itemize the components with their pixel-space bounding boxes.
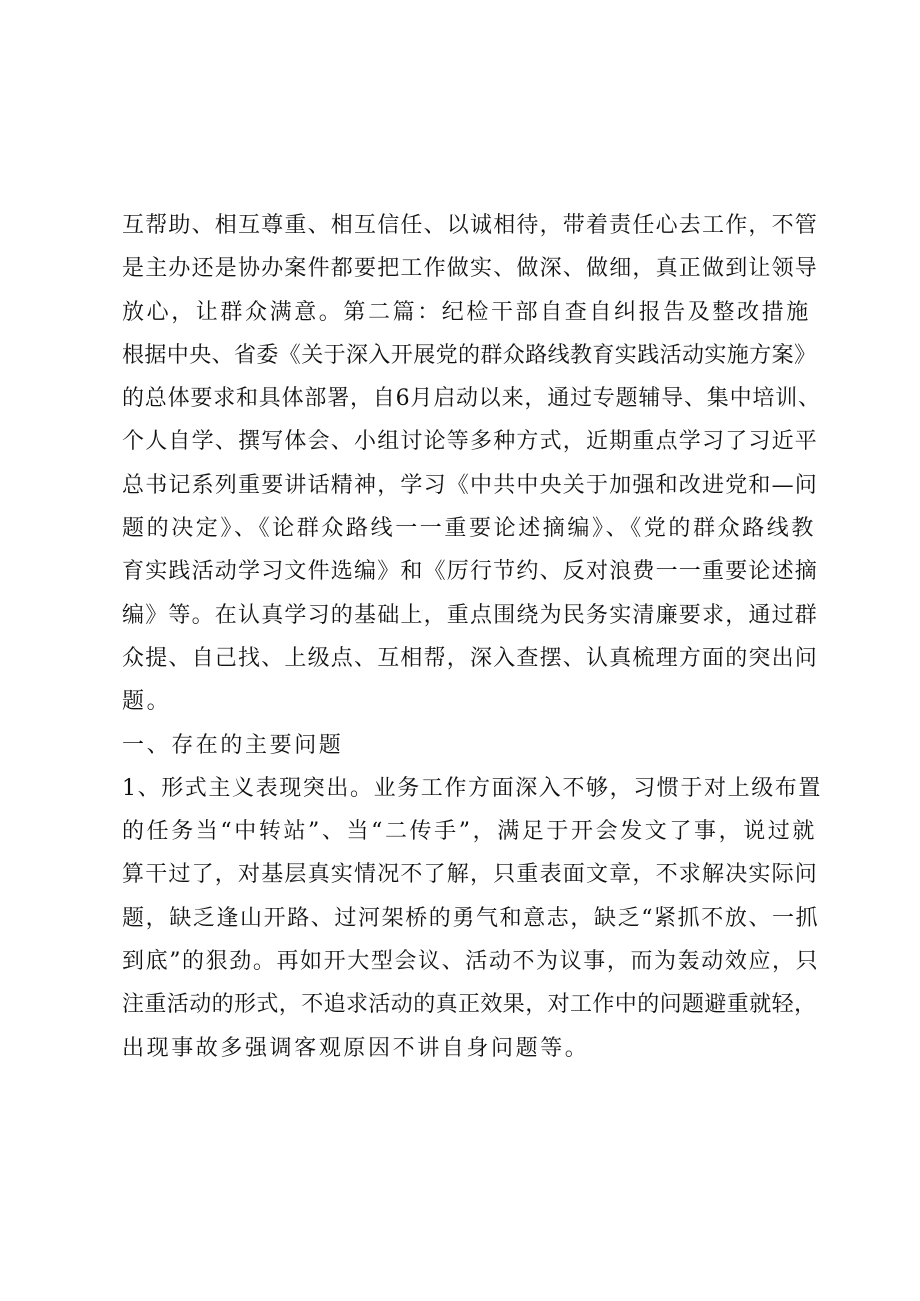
- text-line: 放心，让群众满意。第二篇：纪检干部自查自纠报告及整改措施: [122, 299, 811, 325]
- text-line: 育实践活动学习文件选编》和《厉行节约、反对浪费一一重要论述摘: [122, 559, 819, 585]
- text-line: 题，缺乏逢山开路、过河架桥的勇气和意志，缺乏“紧抓不放、一抓: [122, 905, 820, 931]
- text-line: 算干过了，对基层真实情况不了解，只重表面文章，不求解决实际问: [122, 862, 819, 888]
- text-line: 题。: [122, 689, 172, 715]
- document-body: [122, 204, 822, 1070]
- text-line: 众提、自己找、上级点、互相帮，深入查摆、认真梳理方面的突出问: [122, 645, 819, 671]
- section-heading: 一、存在的主要问题: [122, 732, 344, 758]
- text-line: 互帮助、相互尊重、相互信任、以诚相待，带着责任心去工作，不管: [122, 213, 819, 238]
- text-line: 1、形式主义表现突出。业务工作方面深入不够，习惯于对上级布置: [122, 775, 822, 801]
- text-line: 出现事故多强调客观原因不讲自身问题等。: [122, 1035, 590, 1061]
- text-line: 个人自学、撰写体会、小组讨论等多种方式，近期重点学习了习近平: [122, 429, 819, 455]
- text-line: 根据中央、省委《关于深入开展党的群众路线教育实践活动实施方案》: [122, 342, 817, 368]
- text-line: 题的决定》、《论群众路线一一重要论述摘编》、《党的群众路线教: [122, 516, 817, 542]
- text-line: 的总体要求和具体部署，自6月启动以来，通过专题辅导、集中培训、: [122, 386, 821, 412]
- text-line: 注重活动的形式，不追求活动的真正效果，对工作中的问题避重就轻，: [122, 992, 817, 1018]
- text-line: 到底”的狠劲。再如开大型会议、活动不为议事，而为轰动效应，只: [122, 949, 820, 975]
- text-line: 编》等。在认真学习的基础上，重点围绕为民务实清廉要求，通过群: [122, 602, 819, 628]
- text-line: 是主办还是协办案件都要把工作做实、做深、做细，真正做到让领导: [122, 256, 819, 282]
- text-line: 的任务当“中转站”、当“二传手”，满足于开会发文了事，说过就: [122, 819, 817, 845]
- text-line: 总书记系列重要讲话精神，学习《中共中央关于加强和改进党和—问: [122, 472, 819, 498]
